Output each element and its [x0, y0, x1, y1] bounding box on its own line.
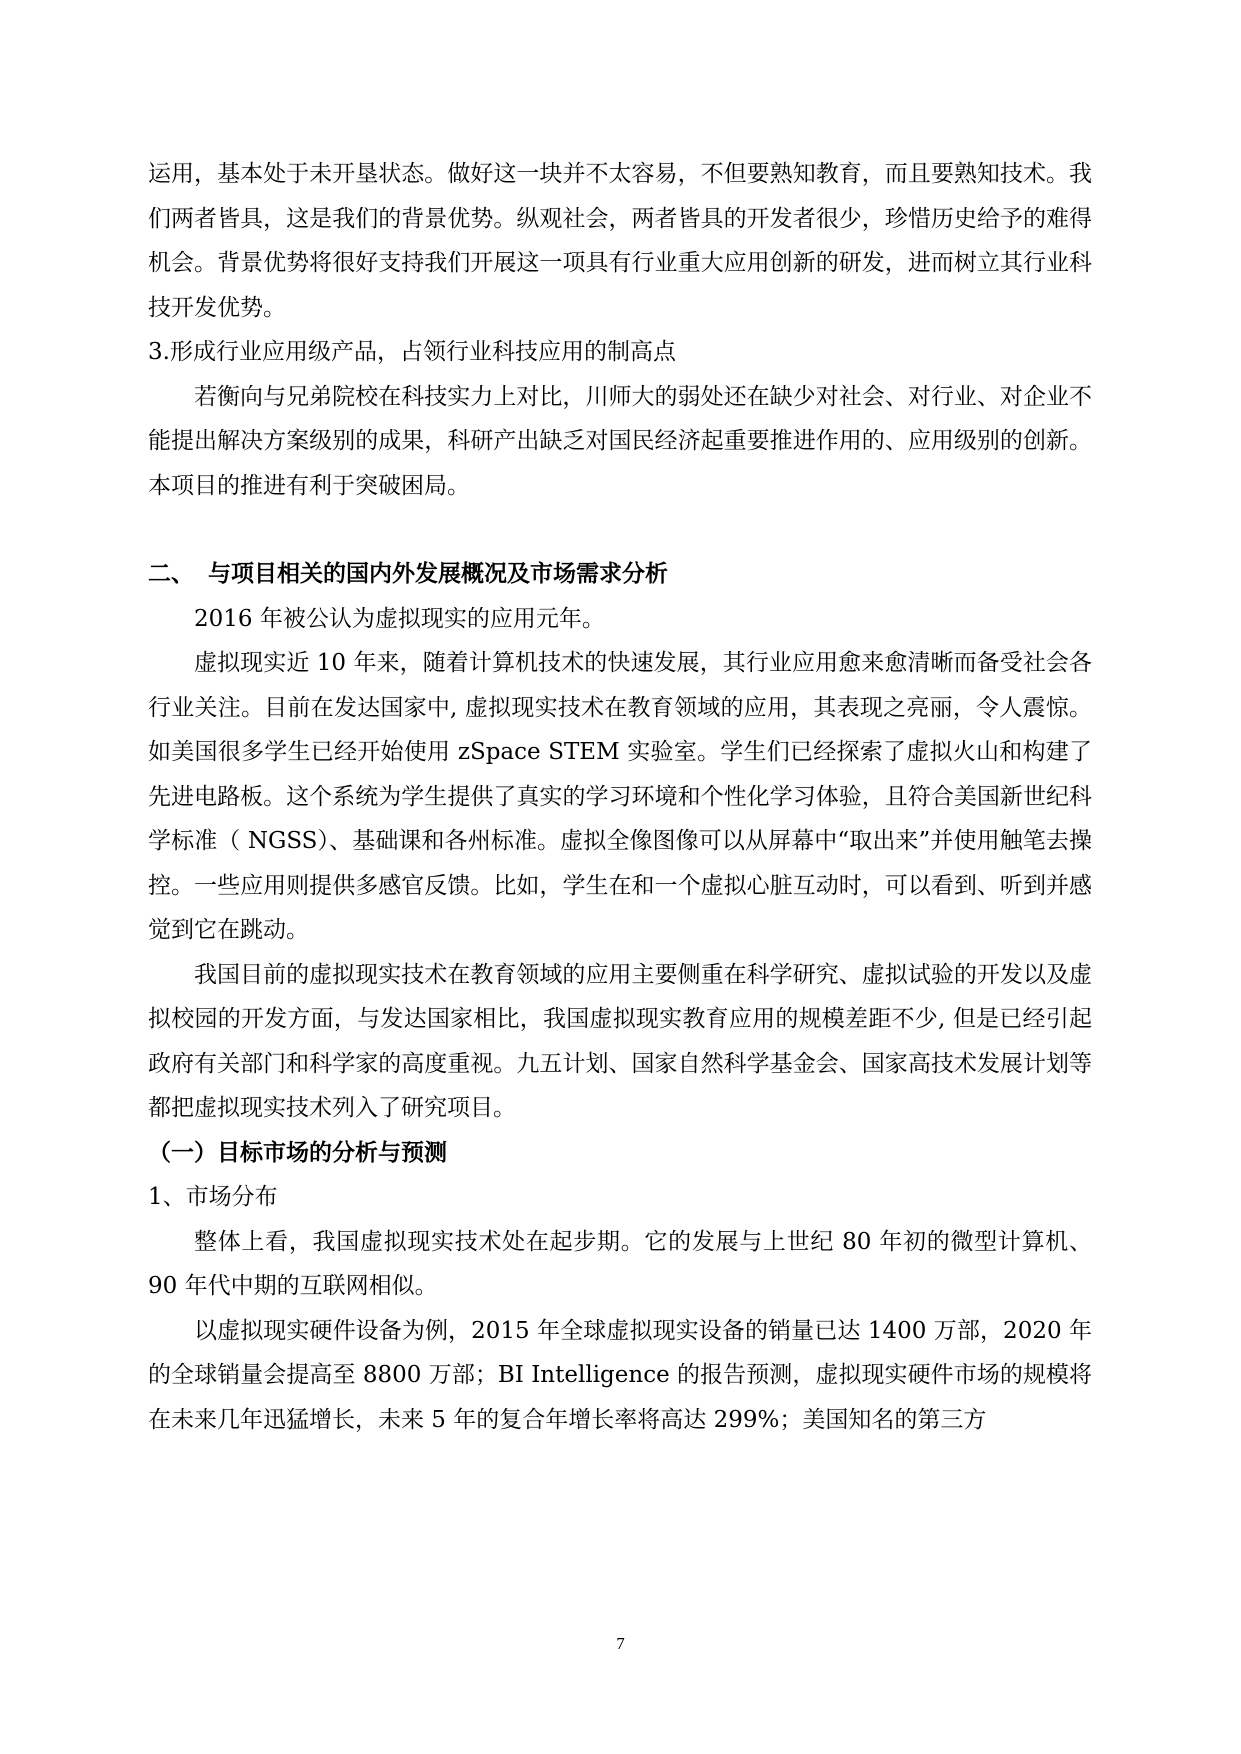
- paragraph-strength-comparison: 若衡向与兄弟院校在科技实力上对比，川师大的弱处还在缺少对社会、对行业、对企业不能提出解决方案级别的成果，科研产出缺乏对国民经济起重要推进作用的、应用级别的创新。本项目的推进有利于突破困局。: [148, 383, 1092, 499]
- paragraph-overall-stage: 整体上看，我国虚拟现实技术处在起步期。它的发展与上世纪 80 年初的微型计算机、90 年代中期的互联网相似。: [148, 1228, 1092, 1299]
- blank-line: [148, 508, 1092, 552]
- paragraph-vr-year: 2016 年被公认为虚拟现实的应用元年。: [194, 605, 605, 632]
- item-heading-3: 3.形成行业应用级产品，占领行业科技应用的制高点: [148, 339, 676, 365]
- section-heading-2: [148, 552, 1092, 597]
- paragraph-vr-china: 我国目前的虚拟现实技术在教育领域的应用主要侧重在科学研究、虚拟试验的开发以及虚拟校园的开发方面，与发达国家相比，我国虚拟现实教育应用的规模差距不少, 但是已经引起政府有关部门和科学家的高度重视。九五计划、国家自然科学基金会、国家高技术发展计划等都把虚拟现实技术列入了研究项目。: [148, 961, 1092, 1121]
- section-number: 二、: [148, 560, 194, 587]
- subsection-heading-target-market: （一）目标市场的分析与预测: [148, 1138, 447, 1166]
- page-number: 7: [616, 1634, 625, 1653]
- document-body: [148, 152, 1092, 1442]
- paragraph-hardware-sales: 以虚拟现实硬件设备为例，2015 年全球虚拟现实设备的销量已达 1400 万部，2020 年的全球销量会提高至 8800 万部；BI Intelligence 的报告预测，虚拟现实硬件市场的规模将在未来几年迅猛增长，未来 5 年的复合年增长率将高达 299%；美国知名的第三方: [148, 1317, 1092, 1433]
- paragraph-background-advantage: 运用，基本处于未开垦状态。做好这一块并不太容易，不但要熟知教育，而且要熟知技术。我们两者皆具，这是我们的背景优势。纵观社会，两者皆具的开发者很少，珍惜历史给予的难得机会。背景优势将很好支持我们开展这一项具有行业重大应用创新的研发，进而树立其行业科技开发优势。: [148, 161, 1092, 321]
- section-title: 与项目相关的国内外发展概况及市场需求分析: [208, 560, 668, 587]
- paragraph-vr-abroad: 虚拟现实近 10 年来，随着计算机技术的快速发展，其行业应用愈来愈清晰而备受社会各行业关注。目前在发达国家中, 虚拟现实技术在教育领域的应用，其表现之亮丽，令人震惊。如美国很多学生已经开始使用 zSpace STEM 实验室。学生们已经探索了虚拟火山和构建了先进电路板。这个系统为学生提供了真实的学习环境和个性化学习体验，且符合美国新世纪科学标准（ NGSS）、基础课和各州标准。虚拟全像图像可以从屏幕中“取出来”并使用触笔去操控。一些应用则提供多感官反馈。比如，学生在和一个虚拟心脏互动时，可以看到、听到并感觉到它在跳动。: [148, 650, 1092, 943]
- item-heading-market-distribution: 1、市场分布: [148, 1184, 278, 1210]
